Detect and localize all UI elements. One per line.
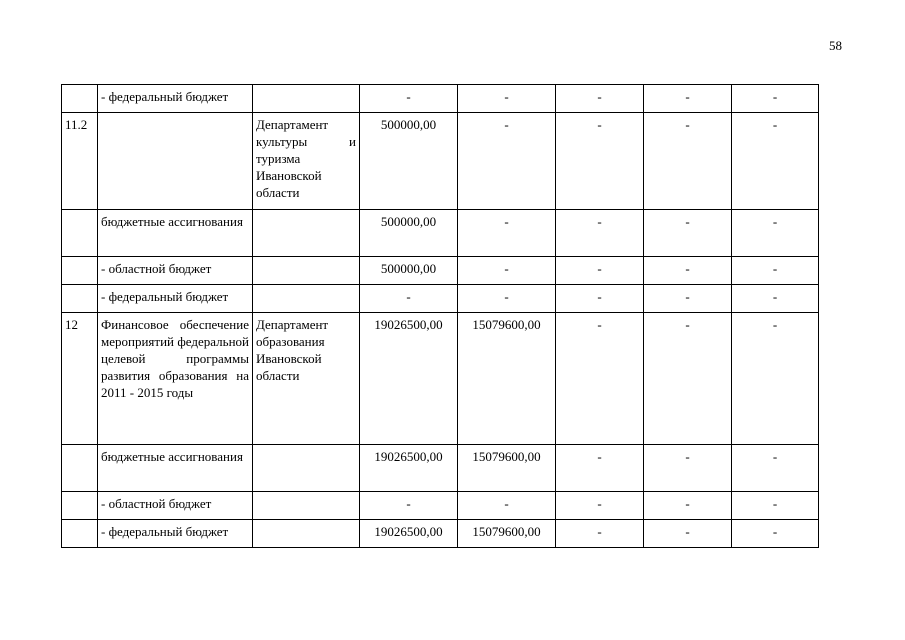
item-name-cell: бюджетные ассигнования	[98, 445, 253, 492]
row-number-cell	[62, 520, 98, 548]
amount-cell-2: 15079600,00	[458, 445, 556, 492]
amount-cell-4: -	[644, 285, 732, 313]
amount-cell-3: -	[556, 85, 644, 113]
amount-cell-2: -	[458, 210, 556, 257]
amount-cell-2: -	[458, 85, 556, 113]
row-number-cell	[62, 210, 98, 257]
amount-cell-2: -	[458, 257, 556, 285]
amount-cell-4: -	[644, 492, 732, 520]
row-number-cell	[62, 285, 98, 313]
amount-cell-4: -	[644, 520, 732, 548]
amount-cell-5: -	[732, 85, 819, 113]
amount-cell-4: -	[644, 445, 732, 492]
amount-cell-5: -	[732, 285, 819, 313]
item-name-cell: - федеральный бюджет	[98, 520, 253, 548]
table-row	[62, 313, 819, 445]
amount-cell-1: 500000,00	[360, 113, 458, 210]
amount-cell-3: -	[556, 313, 644, 445]
amount-cell-1: 19026500,00	[360, 313, 458, 445]
organization-cell: Департамент образования Ивановской области	[253, 313, 360, 445]
amount-cell-1: 19026500,00	[360, 520, 458, 548]
amount-cell-5: -	[732, 210, 819, 257]
amount-cell-1: -	[360, 285, 458, 313]
table-row	[62, 85, 819, 113]
amount-cell-3: -	[556, 113, 644, 210]
item-name-cell: - федеральный бюджет	[98, 285, 253, 313]
organization-cell	[253, 285, 360, 313]
amount-cell-3: -	[556, 520, 644, 548]
budget-table	[61, 84, 819, 548]
table-row	[62, 257, 819, 285]
table-row	[62, 445, 819, 492]
amount-cell-3: -	[556, 210, 644, 257]
item-name-cell: бюджетные ассигнования	[98, 210, 253, 257]
amount-cell-2: -	[458, 113, 556, 210]
amount-cell-2: -	[458, 492, 556, 520]
amount-cell-4: -	[644, 85, 732, 113]
amount-cell-2: -	[458, 285, 556, 313]
table-row	[62, 492, 819, 520]
item-name-cell: - областной бюджет	[98, 257, 253, 285]
item-name-cell	[98, 113, 253, 210]
row-number-cell: 12	[62, 313, 98, 445]
organization-cell	[253, 520, 360, 548]
amount-cell-3: -	[556, 257, 644, 285]
organization-cell	[253, 210, 360, 257]
amount-cell-1: 500000,00	[360, 257, 458, 285]
row-number-cell	[62, 492, 98, 520]
row-number-cell	[62, 445, 98, 492]
amount-cell-5: -	[732, 445, 819, 492]
amount-cell-1: 500000,00	[360, 210, 458, 257]
organization-cell	[253, 445, 360, 492]
table-row	[62, 210, 819, 257]
item-name-cell: - федеральный бюджет	[98, 85, 253, 113]
amount-cell-4: -	[644, 210, 732, 257]
table-row	[62, 113, 819, 210]
amount-cell-5: -	[732, 113, 819, 210]
item-name-cell: - областной бюджет	[98, 492, 253, 520]
row-number-cell	[62, 257, 98, 285]
amount-cell-5: -	[732, 257, 819, 285]
organization-cell	[253, 85, 360, 113]
amount-cell-5: -	[732, 313, 819, 445]
amount-cell-5: -	[732, 492, 819, 520]
amount-cell-4: -	[644, 313, 732, 445]
amount-cell-3: -	[556, 492, 644, 520]
table-row	[62, 520, 819, 548]
amount-cell-3: -	[556, 285, 644, 313]
table-row	[62, 285, 819, 313]
organization-cell: Департамент культуры и туризма Ивановской области	[253, 113, 360, 210]
amount-cell-1: -	[360, 492, 458, 520]
row-number-cell: 11.2	[62, 113, 98, 210]
amount-cell-5: -	[732, 520, 819, 548]
row-number-cell	[62, 85, 98, 113]
page-number: 58	[829, 38, 842, 53]
amount-cell-4: -	[644, 113, 732, 210]
amount-cell-1: -	[360, 85, 458, 113]
amount-cell-2: 15079600,00	[458, 313, 556, 445]
organization-cell	[253, 257, 360, 285]
item-name-cell: Финансовое обеспечение мероприятий федеральной целевой программы развития образования на 2011 - 2015 годы	[98, 313, 253, 445]
amount-cell-1: 19026500,00	[360, 445, 458, 492]
amount-cell-4: -	[644, 257, 732, 285]
amount-cell-2: 15079600,00	[458, 520, 556, 548]
organization-cell	[253, 492, 360, 520]
amount-cell-3: -	[556, 445, 644, 492]
